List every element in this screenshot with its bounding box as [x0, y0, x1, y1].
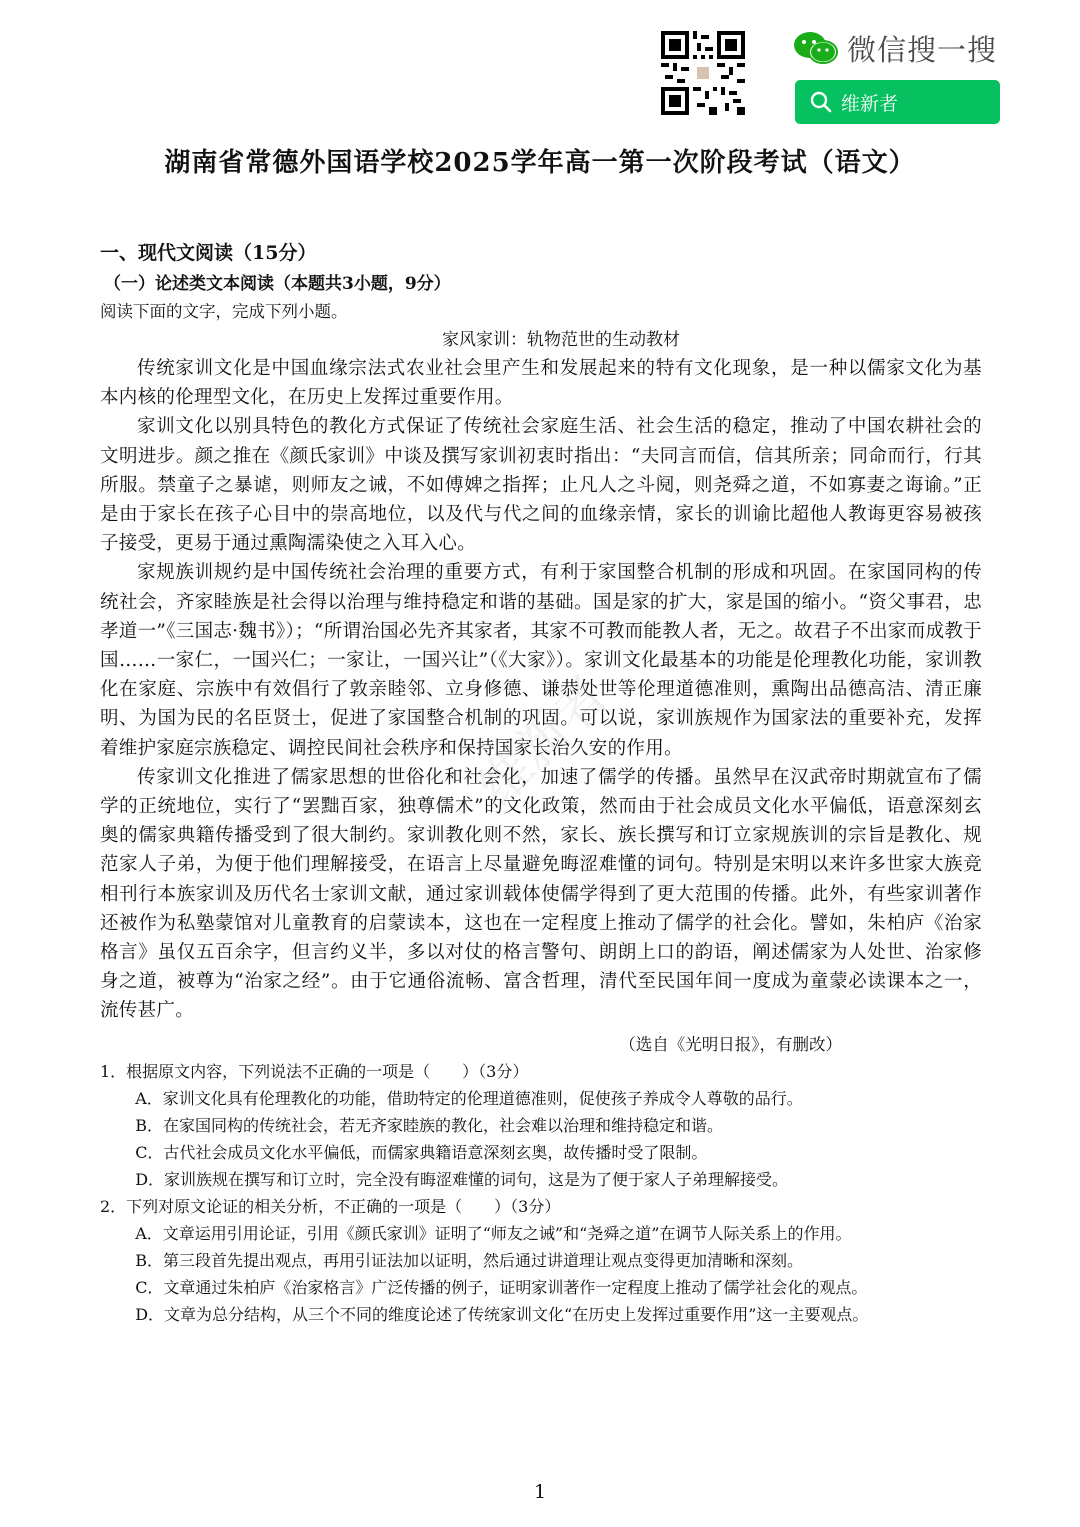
question-option: B．在家国同构的传统社会，若无齐家睦族的教化，社会难以治理和维持稳定和谐。	[135, 1115, 723, 1135]
article-paragraph: 家训文化以别具特色的教化方式保证了传统社会家庭生活、社会生活的稳定，推动了中国农耕社会的文明进步。颜之推在《颜氏家训》中谈及撰写家训初衷时指出：“夫同言而信，信其所亲；同命而行，行其所服。禁童子之暴谑，则师友之诫，不如傅婢之指挥；止凡人之斗阋，则尧舜之道，不如寡妻之诲谕。”正是由于家长在孩子心目中的崇高地位，以及代与代之间的血缘亲情，家长的训谕比超他人教诲更容易被孩子接受，更易于通过熏陶濡染使之入耳入心。	[100, 416, 982, 555]
article-title: 家风家训：轨物范世的生动教材	[442, 330, 680, 350]
page-number: 1	[533, 1481, 547, 1503]
question-option: A．家训文化具有伦理教化的功能，借助特定的伦理道德准则，促使孩子养成令人尊敬的品行。	[135, 1088, 803, 1108]
wechat-search-logo	[793, 28, 1003, 68]
question-option: C．古代社会成员文化水平偏低，而儒家典籍语意深刻玄奥，故传播时受了限制。	[135, 1142, 708, 1162]
search-keyword: 维新者	[841, 92, 899, 115]
wechat-search-label: 微信搜一搜	[847, 32, 998, 67]
question-option: A．文章运用引用论证，引用《颜氏家训》证明了“师友之诫”和“尧舜之道”在调节人际关系上的作用。	[135, 1223, 852, 1243]
magnifier-icon	[809, 90, 833, 114]
section-heading: 一、现代文阅读（15分）	[100, 242, 317, 264]
article-paragraph: 传家训文化推进了儒家思想的世俗化和社会化，加速了儒学的传播。虽然早在汉武帝时期就宣布了儒学的正统地位，实行了“罢黜百家，独尊儒术”的文化政策，然而由于社会成员文化水平偏低，语意深刻玄奥的儒家典籍传播受到了很大制约。家训教化则不然，家长、族长撰写和订立家规族训的宗旨是教化、规范家人子弟，为便于他们理解接受，在语言上尽量避免晦涩难懂的词句。特别是宋明以来许多世家大族竞相刊行本族家训及历代名士家训文献，通过家训载体使儒学得到了更大范围的传播。此外，有些家训著作还被作为私塾蒙馆对儿童教育的启蒙读本，这也在一定程度上推动了儒学的社会化。譬如，朱柏庐《治家格言》虽仅五百余字，但言约义半，多以对仗的格言警句、朗朗上口的韵语，阐述儒家为人处世、治家修身之道，被尊为“治家之经”。由于它通俗流畅、富含哲理，清代至民国年间一度成为童蒙必读课本之一，流传甚广。	[100, 766, 982, 1022]
question-stem: 1．根据原文内容，下列说法不正确的一项是（ ）（3分）	[100, 1061, 529, 1081]
instruction: 阅读下面的文字，完成下列小题。	[100, 302, 348, 321]
wechat-search-bar[interactable]	[795, 80, 1000, 124]
question-stem: 2．下列对原文论证的相关分析，不正确的一项是（ ）（3分）	[100, 1196, 561, 1216]
wechat-logo-icon	[793, 30, 839, 66]
sub-heading: （一）论述类文本阅读（本题共3小题，9分）	[104, 274, 451, 294]
question-option: C．文章通过朱柏庐《治家格言》广泛传播的例子，证明家训著作一定程度上推动了儒学社会化的观点。	[135, 1277, 868, 1297]
article-source: （选自《光明日报》，有删改）	[619, 1034, 842, 1054]
doc-title: 湖南省常德外国语学校2025学年高一第一次阶段考试（语文）	[164, 148, 916, 178]
qr-code-icon	[661, 31, 745, 115]
article-paragraph: 传统家训文化是中国血缘宗法式农业社会里产生和发展起来的特有文化现象，是一种以儒家文化为基本内核的伦理型文化，在历史上发挥过重要作用。	[100, 358, 982, 409]
article-paragraph: 家规族训规约是中国传统社会治理的重要方式，有利于家国整合机制的形成和巩固。在家国同构的传统社会，齐家睦族是社会得以治理与维持稳定和谐的基础。国是家的扩大，家是国的缩小。“资父事君，忠孝道一”《三国志·魏书》）；“所谓治国必先齐其家者，其家不可教而能教人者，无之。故君子不出家而成教于国……一家仁，一国兴仁；一家让，一国兴让”（《大家》）。家训文化最基本的功能是伦理教化功能，家训教化在家庭、宗族中有效倡行了敦亲睦邻、立身修德、谦恭处世等伦理道德准则，熏陶出品德高洁、清正廉明、为国为民的名臣贤士，促进了家国整合机制的巩固。可以说，家训族规作为国家法的重要补充，发挥着维护家庭宗族稳定、调控民间社会秩序和保持国家长治久安的作用。	[100, 562, 982, 759]
question-option: D．文章为总分结构，从三个不同的维度论述了传统家训文化“在历史上发挥过重要作用”这一主要观点。	[135, 1304, 869, 1324]
exam-body	[100, 240, 982, 1328]
question-option: B．第三段首先提出观点，再用引证法加以证明，然后通过讲道理让观点变得更加清晰和深刻。	[135, 1250, 803, 1270]
watermark: 维新者	[467, 665, 621, 818]
question-option: D．家训族规在撰写和订立时，完全没有晦涩难懂的词句，这是为了便于家人子弟理解接受。	[135, 1169, 789, 1189]
